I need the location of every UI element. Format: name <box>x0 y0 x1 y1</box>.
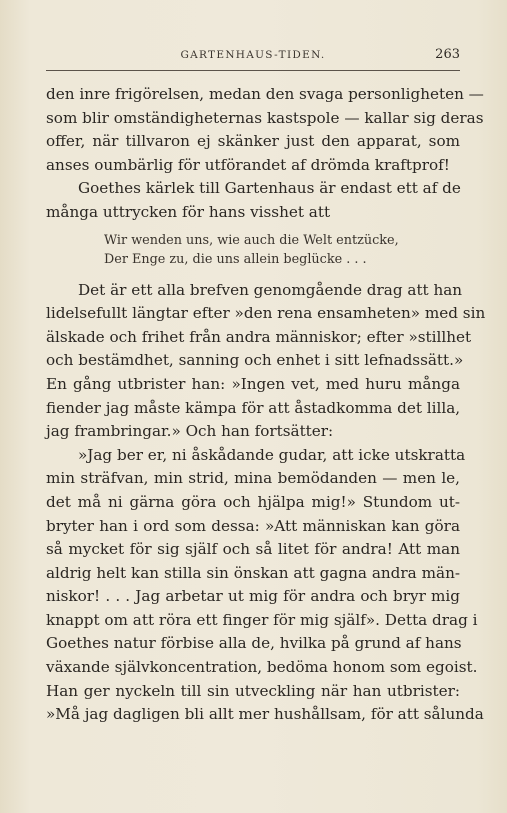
verse-quote <box>46 231 460 269</box>
text-line: knappt om att röra ett finger för mig själf». Detta drag i <box>46 610 478 629</box>
text-line: och bestämdhet, sanning och enhet i sitt lefnadssätt.» <box>46 351 464 370</box>
text-line: »Må jag dagligen bli allt mer hushållsam, för att sålunda <box>46 705 484 724</box>
body-text <box>46 83 486 727</box>
text-line: det må ni gärna göra och hjälpa mig!» Stundom ut- <box>46 492 460 511</box>
text-line: aldrig helt kan stilla sin önskan att gagna andra män- <box>46 563 460 582</box>
running-head <box>46 47 460 67</box>
paragraph-4 <box>46 444 484 727</box>
paragraph-1 <box>46 83 484 177</box>
text-line: den inre frigörelsen, medan den svaga personligheten — <box>46 85 484 103</box>
page-number: 263 <box>435 47 460 62</box>
verse-line: Der Enge zu, die uns allein beglücke . . . <box>104 251 367 267</box>
text-line: som blir omständigheternas kastspole — kallar sig deras <box>46 108 484 127</box>
verse-line: Wir wenden uns, wie auch die Welt entzücke, <box>104 232 399 248</box>
text-line: fiender jag måste kämpa för att åstadkomma det lilla, <box>46 398 461 417</box>
text-line: niskor! . . . Jag arbetar ut mig för andra och bryr mig <box>46 587 460 606</box>
text-line: En gång utbrister han: »Ingen vet, med huru många <box>46 374 460 393</box>
text-line: offer, när tillvaron ej skänker just den apparat, som <box>46 132 460 151</box>
text-line: jag frambringar.» Och han fortsätter: <box>46 422 334 441</box>
text-line: min sträfvan, min strid, mina bemödanden — men le, <box>46 469 460 488</box>
text-line: många uttrycken för hans visshet att <box>46 202 331 221</box>
text-line: växande självkoncentration, bedöma honom som egoist. <box>46 658 478 677</box>
paragraph-3 <box>46 279 486 444</box>
text-line: Goethes kärlek till Gartenhaus är endast ett af de <box>78 179 461 198</box>
header-rule <box>46 70 460 71</box>
running-title: GARTENHAUS-TIDEN. <box>180 49 326 61</box>
paragraph-2 <box>46 177 460 224</box>
text-line: Goethes natur förbise alla de, hvilka på grund af hans <box>46 634 462 653</box>
text-line: så mycket för sig själf och så litet för andra! Att man <box>46 540 460 559</box>
text-line: Det är ett alla brefven genomgående drag att han <box>78 280 463 299</box>
text-line: lidelsefullt längtar efter »den rena ensamheten» med sin <box>46 304 486 323</box>
text-line: anses oumbärlig för utförandet af drömda kraftprof! <box>46 155 450 174</box>
text-line: älskade och frihet från andra människor; efter »stillhet <box>46 327 472 346</box>
text-line: bryter han i ord som dessa: »Att människan kan göra <box>46 516 460 535</box>
text-line: »Jag ber er, ni åskådande gudar, att icke utskratta <box>78 445 466 464</box>
text-line: Han ger nyckeln till sin utveckling när han utbrister: <box>46 681 460 700</box>
